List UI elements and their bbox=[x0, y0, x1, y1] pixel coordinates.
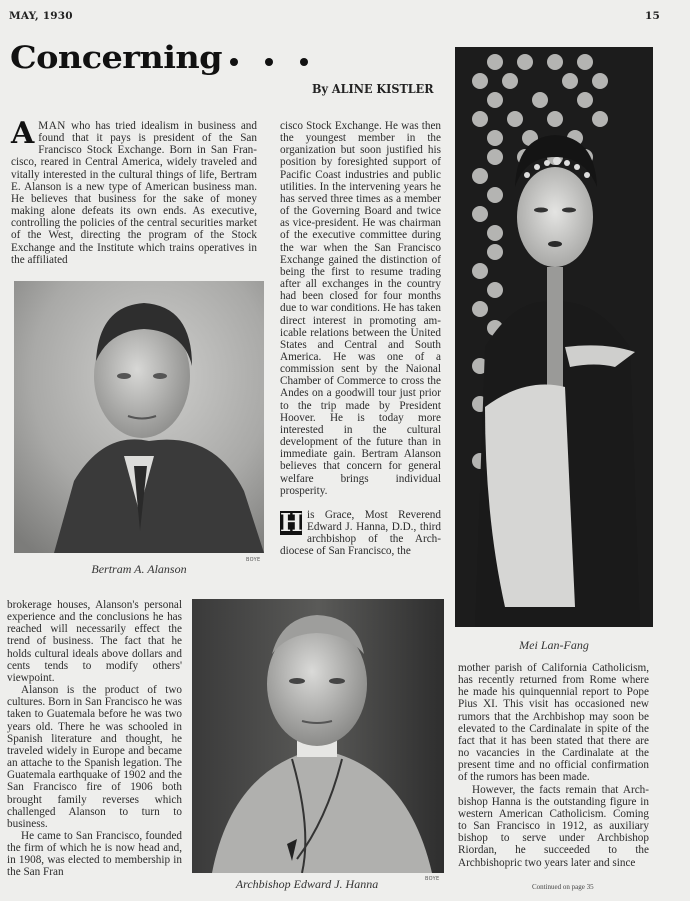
byline: By ALINE KISTLER bbox=[312, 82, 434, 96]
column-left-top bbox=[11, 116, 257, 266]
column-middle bbox=[280, 120, 441, 557]
page-number: 15 bbox=[645, 10, 661, 22]
issue-date: MAY, 1930 bbox=[9, 10, 73, 22]
drop-cap: H bbox=[280, 507, 303, 537]
article-title: Concerning bbox=[10, 40, 223, 76]
paragraph: However, the facts remain that Archbishop Hanna is the outstanding figure in western American Catholicism. Coming to San Francisco in 1912, as auxiliary bishop to serve under Archbishop Riordan, he succeeded to the Archbishopric two years later and since bbox=[458, 783, 649, 869]
paragraph-hanna-intro bbox=[280, 509, 441, 558]
title-ornament-dots bbox=[230, 58, 308, 66]
photo-alanson bbox=[14, 281, 264, 553]
paragraph-text: is Grace, Most Reverend Edward J. Hanna, D.D., third archbishop of the Archdiocese of San Francisco, the bbox=[280, 508, 441, 558]
paragraph: cisco Stock Exchange. He was then the youngest member in the organization but soon justified his position by foresighted support of Pacific Coast industries and public utilities. In the intervening years he has served three times as a member of the Governing Board and twice as vice-president. He was chairman of the executive committee during the war when the San Francisco Exchange gained the distinction of being the first to resume trading after all exchanges in the country had been closed for four months due to war conditions. He has taken direct interest in promoting amicable relations between the United States and Central and South America. He was one of a commission sent by the Naional Chamber of Commerce to cross the Andes on a goodwill tour just prior to the trip made by President Hoover. He is today more interested in the cultural development of the future than in immediate gain. Bertram Alanson believes that concern for general welfare brings individual prosperity. bbox=[280, 120, 441, 497]
drop-cap: A bbox=[11, 116, 35, 151]
continued-note: Continued on page 35 bbox=[532, 883, 594, 891]
paragraph: brokerage houses, Alanson's personal experience and the conclusions he has reached will necessarily effect the trend of business. The fact that he holds cultural ideals above dollars and cents tends to modify others' viewpoint. bbox=[7, 599, 182, 684]
photo-hanna bbox=[192, 599, 444, 873]
portrait-alanson-image bbox=[14, 281, 264, 553]
lead-smallcaps: MAN bbox=[38, 120, 66, 132]
photo-credit-alanson: BOYE bbox=[246, 557, 261, 563]
dot-icon bbox=[265, 58, 273, 66]
paragraph bbox=[11, 116, 257, 266]
caption-alanson: Bertram A. Alanson bbox=[91, 562, 187, 576]
paragraph: He came to San Francisco, founded the firm of which he is now head and, in 1908, was elected to membership in the San Fran bbox=[7, 829, 182, 879]
paragraph-text: who has tried idealism in business and found that it pays is president of the San Francisco Stock Exchange. Born in San Francisco, reared in Central America, widely traveled and vitally interested in the cultural things of life, Bertram E. Alanson is a new type of American business man. He believes that business for the sake of money making alone defeats its own ends. As executive, controlling the policies of the central securities market of the West, directing the program of the Stock Exchange and the Institute which trains operatives in the affiliated bbox=[11, 120, 257, 266]
dot-icon bbox=[230, 58, 238, 66]
column-right bbox=[458, 662, 649, 869]
column-left-bottom bbox=[7, 599, 182, 879]
photo-mei-lan-fang bbox=[455, 47, 653, 627]
paragraph: Alanson is the product of two cultures. Born in San Francisco he was taken to Guatemala before he was two years old. There he was schooled in Spanish literature and thought, he traveled widely in Europe and became an attache to the Spanish legation. The Guatemala earthquake of 1902 and the San Francisco fire of 1906 both brought family reverses which challenged Alanson to turn to business. bbox=[7, 684, 182, 830]
caption-mei-lan-fang: Mei Lan-Fang bbox=[519, 638, 589, 652]
portrait-mei-lan-fang-image bbox=[455, 47, 653, 627]
dot-icon bbox=[300, 58, 308, 66]
portrait-hanna-image bbox=[192, 599, 444, 873]
caption-hanna: Archbishop Edward J. Hanna bbox=[235, 877, 379, 891]
paragraph: mother parish of California Catholicism, has recently returned from Rome where he made his quinquennial report to Pope Pius XI. This visit has occasioned new rumors that the Archbishop may soon be elevated to the Cardinalate in spite of the fact that it has been stated that there are no vacancies in the Cardinalate at the present time and no official confirmation of the rumors has been made. bbox=[458, 662, 649, 784]
photo-credit-hanna: BOYE bbox=[425, 876, 440, 882]
